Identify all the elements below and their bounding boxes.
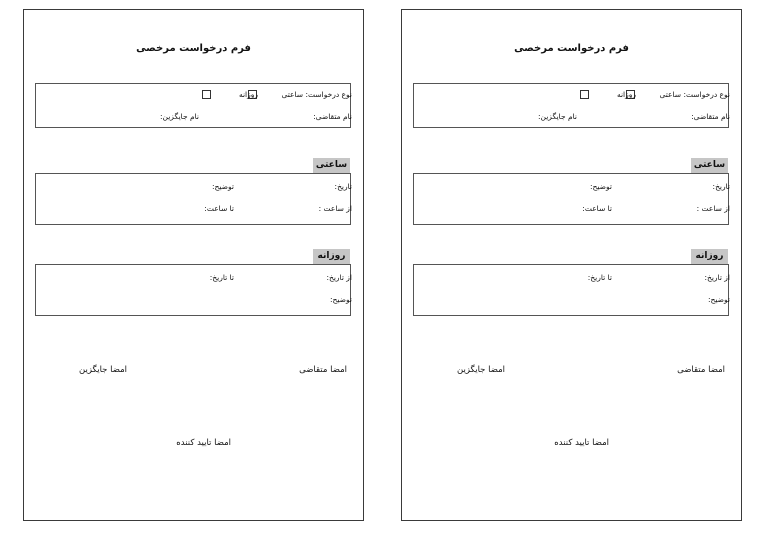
- request-info-box: [413, 83, 729, 128]
- applicant-name-label: نام متقاضی:: [691, 112, 730, 121]
- hourly-date-label: تاریخ:: [334, 182, 352, 191]
- applicant-signature-label: امضا متقاضی: [677, 365, 725, 375]
- leave-form-page-left: [23, 9, 364, 521]
- daily-checkbox[interactable]: [580, 90, 589, 99]
- option-hourly-label: ساعتی: [281, 90, 303, 99]
- from-date-label: از تاریخ:: [704, 273, 730, 282]
- from-date-label: از تاریخ:: [326, 273, 352, 282]
- option-daily-label: روزانه: [238, 90, 258, 99]
- substitute-name-label: نام جایگزین:: [537, 112, 577, 121]
- option-hourly-label: ساعتی: [659, 90, 681, 99]
- to-time-label: تا ساعت:: [582, 204, 612, 213]
- leave-form-page-right: [401, 9, 742, 521]
- applicant-signature-label: امضا متقاضی: [299, 365, 347, 375]
- hourly-section-header: ساعتی: [691, 158, 728, 173]
- hourly-section-box: [413, 173, 729, 225]
- daily-checkbox[interactable]: [202, 90, 211, 99]
- to-date-label: تا تاریخ:: [587, 273, 612, 282]
- daily-section-box: [413, 264, 729, 316]
- daily-section-header: روزانه: [313, 249, 350, 264]
- substitute-signature-label: امضا جایگزین: [78, 365, 127, 375]
- form-title: فرم درخواست مرخصی: [136, 43, 251, 54]
- hourly-section-box: [35, 173, 351, 225]
- hourly-description-label: توضیح:: [590, 182, 612, 191]
- hourly-description-label: توضیح:: [212, 182, 234, 191]
- hourly-date-label: تاریخ:: [712, 182, 730, 191]
- hourly-section-header: ساعتی: [313, 158, 350, 173]
- from-time-label: از ساعت :: [318, 204, 352, 213]
- substitute-name-label: نام جایگزین:: [159, 112, 199, 121]
- from-time-label: از ساعت :: [696, 204, 730, 213]
- daily-section-box: [35, 264, 351, 316]
- daily-description-label: توضیح:: [708, 295, 730, 304]
- daily-section-header: روزانه: [691, 249, 728, 264]
- approver-signature-label: امضا تایید کننده: [554, 438, 609, 448]
- to-date-label: تا تاریخ:: [209, 273, 234, 282]
- approver-signature-label: امضا تایید کننده: [176, 438, 231, 448]
- request-type-label: نوع درخواست:: [305, 90, 352, 99]
- option-daily-label: روزانه: [616, 90, 636, 99]
- request-type-label: نوع درخواست:: [683, 90, 730, 99]
- to-time-label: تا ساعت:: [204, 204, 234, 213]
- daily-description-label: توضیح:: [330, 295, 352, 304]
- applicant-name-label: نام متقاضی:: [313, 112, 352, 121]
- substitute-signature-label: امضا جایگزین: [456, 365, 505, 375]
- request-info-box: [35, 83, 351, 128]
- form-title: فرم درخواست مرخصی: [514, 43, 629, 54]
